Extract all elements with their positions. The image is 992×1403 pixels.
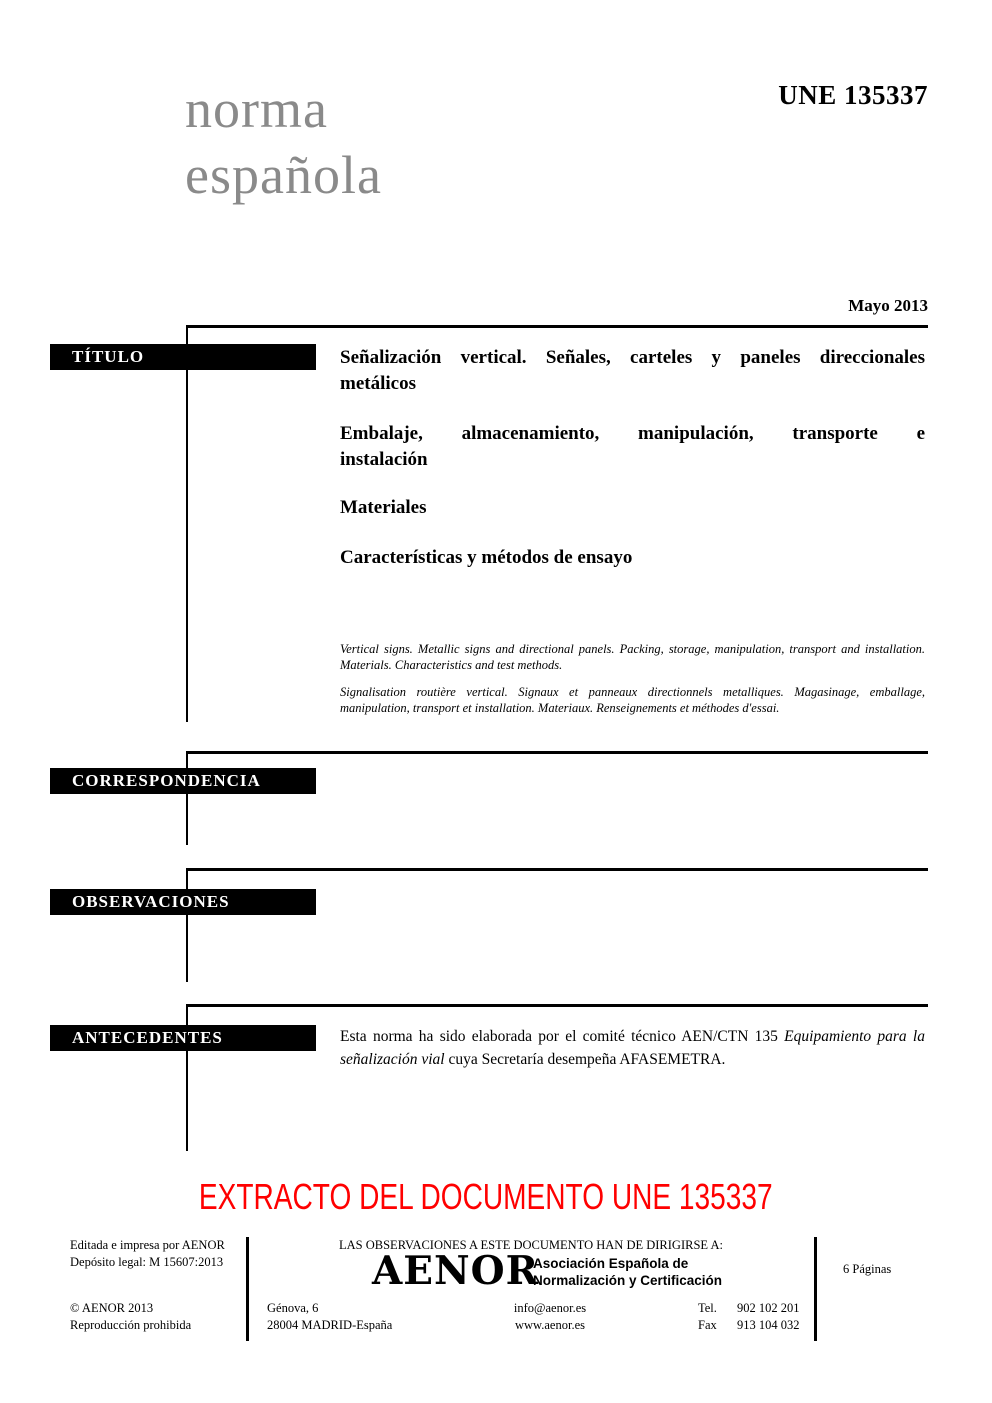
footer-address-city: 28004 MADRID-España: [267, 1318, 393, 1332]
footer-copyright: © AENOR 2013: [70, 1301, 154, 1315]
footer-email: info@aenor.es: [513, 1301, 587, 1315]
aenor-logo: AENOR: [372, 1248, 540, 1294]
section-connector-line: [186, 868, 188, 982]
aenor-description-line2: Normalización y Certificación: [533, 1272, 723, 1288]
logo-word-espanola: española: [185, 145, 382, 205]
document-code: UNE 135337: [778, 80, 928, 110]
antecedentes-section-label: ANTECEDENTES: [50, 1025, 316, 1051]
title-subheading-3: Características y métodos de ensayo: [340, 547, 633, 568]
section-divider: [186, 325, 928, 328]
footer-legal-deposit: Depósito legal: M 15607:2013: [70, 1255, 224, 1269]
aenor-description-line1: Asociación Española de: [533, 1256, 689, 1271]
section-connector-line: [186, 751, 188, 845]
footer-edited-by: Editada e impresa por AENOR: [70, 1238, 225, 1252]
section-connector-line: [186, 325, 188, 722]
title-subheading-1-line1: Embalaje, almacenamiento, manipulación, transporte e: [340, 423, 925, 444]
footer-address-street: Génova, 6: [267, 1301, 319, 1315]
antecedentes-text-italic: Equipamiento para la señalización vial: [340, 1028, 925, 1068]
section-divider: [186, 1004, 928, 1007]
footer-fax-label: Fax: [698, 1318, 717, 1332]
antecedentes-text-part2: cuya Secretaría desempeña AFASEMETRA.: [444, 1050, 726, 1068]
footer-tel-value: 902 102 201: [737, 1301, 800, 1315]
document-date: Mayo 2013: [848, 296, 928, 315]
title-heading: [340, 345, 925, 397]
aenor-description: [533, 1256, 722, 1289]
footer-website: www.aenor.es: [514, 1318, 585, 1332]
section-divider: [186, 751, 928, 754]
footer-tel-label: Tel.: [698, 1301, 717, 1315]
title-french-translation: Signalisation routière vertical. Signaux et panneaux directionnels metalliques. Magasinage, emballage, manipulation, transport et installation. Materiaux. Renseignements et méthodes d'essai.: [340, 685, 925, 715]
titulo-section-label: TÍTULO: [50, 344, 316, 370]
norma-espanola-logo: [185, 76, 382, 208]
title-subheading-2: Materiales: [340, 497, 427, 518]
antecedentes-text: [340, 1026, 925, 1071]
section-divider: [186, 868, 928, 871]
footer-page-count: 6 Páginas: [843, 1262, 892, 1276]
title-heading-line1: Señalización vertical. Señales, carteles y paneles direccionales: [340, 347, 925, 368]
footer-divider-left: [246, 1237, 249, 1341]
footer-observations-notice: LAS OBSERVACIONES A ESTE DOCUMENTO HAN DE DIRIGIRSE A:: [339, 1238, 723, 1252]
footer-fax-value: 913 104 032: [737, 1318, 800, 1332]
extracto-notice: [0, 1176, 972, 1218]
antecedentes-text-part1: Esta norma ha sido elaborada por el comité técnico AEN/CTN 135: [340, 1028, 785, 1045]
footer-divider-right: [814, 1237, 817, 1341]
extracto-notice-text: EXTRACTO DEL DOCUMENTO UNE 135337: [199, 1176, 773, 1217]
correspondencia-section-label: CORRESPONDENCIA: [50, 768, 316, 794]
logo-word-norma: norma: [185, 79, 328, 139]
title-english-translation: Vertical signs. Metallic signs and directional panels. Packing, storage, manipulation, transport and installation. Materials. Characteristics and test methods.: [340, 642, 925, 672]
footer-reproduction-notice: Reproducción prohibida: [70, 1318, 192, 1332]
observaciones-section-label: OBSERVACIONES: [50, 889, 316, 915]
title-heading-line2: metálicos: [340, 373, 416, 394]
title-subheading-1-line2: instalación: [340, 449, 428, 470]
title-subheading-1: [340, 421, 925, 473]
